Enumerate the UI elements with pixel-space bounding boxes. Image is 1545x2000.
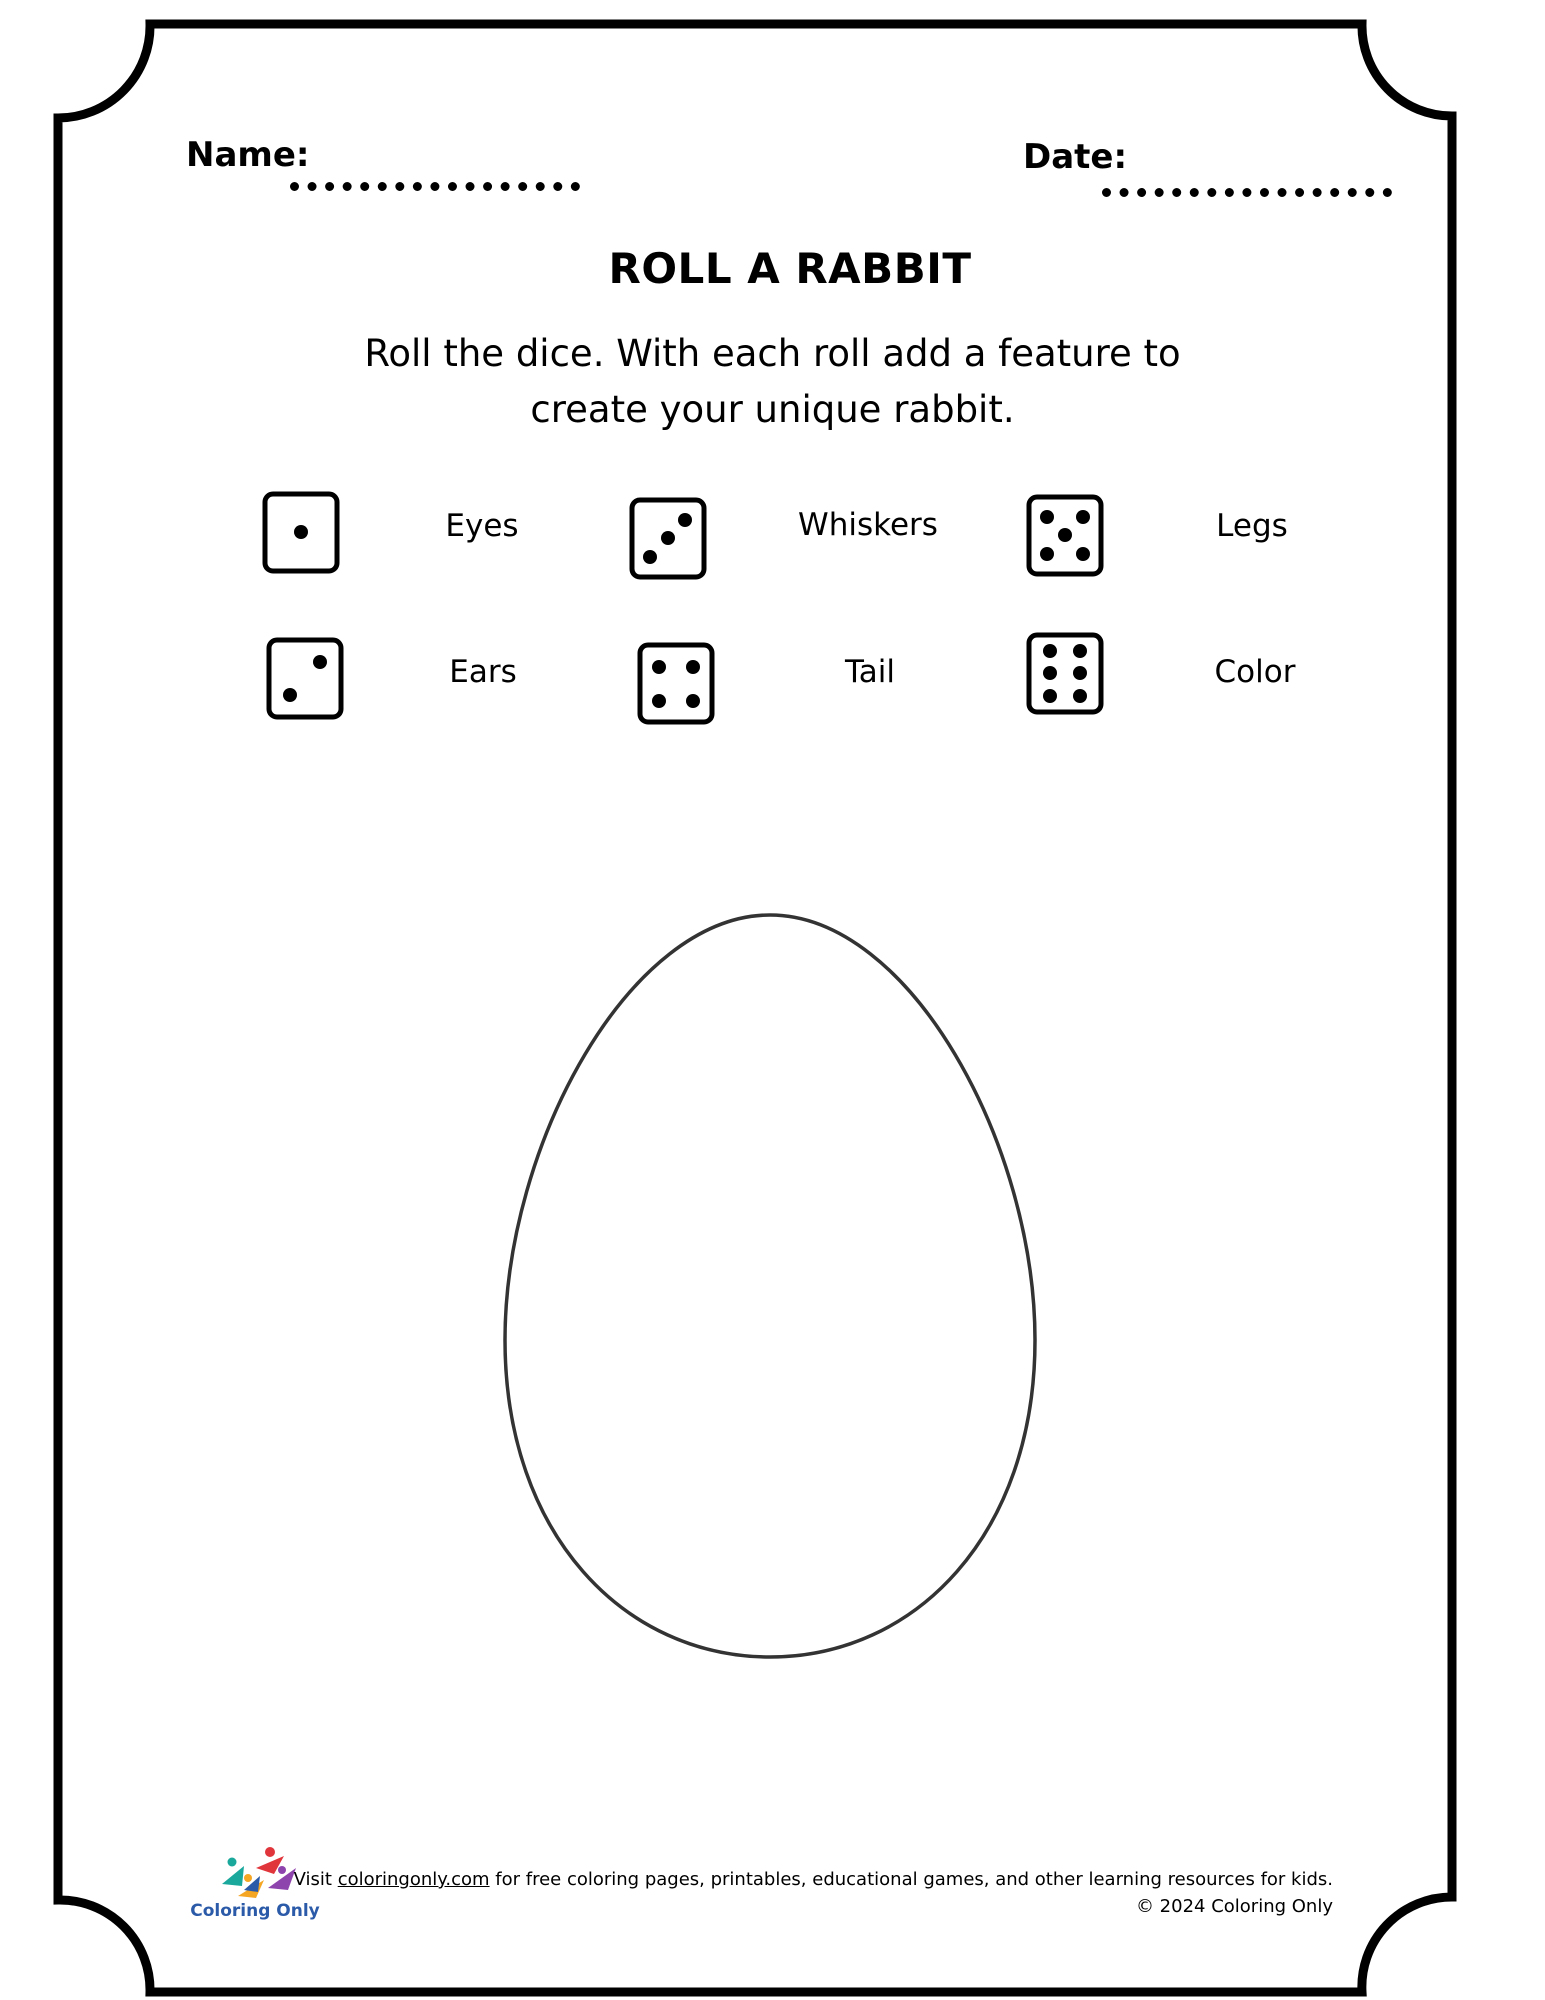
instructions: [0, 326, 1545, 438]
footer-visit-line: [294, 1866, 1333, 1893]
footer-visit-suffix: for free coloring pages, printables, educational games, and other learning resources for kids.: [489, 1869, 1333, 1890]
feature-label-legs: Legs: [1216, 508, 1288, 544]
die-three-icon: [628, 496, 708, 581]
feature-label-eyes: Eyes: [445, 508, 519, 544]
die-two-icon: [265, 636, 345, 721]
footer-copyright: © 2024 Coloring Only: [1135, 1896, 1333, 1917]
name-label: Name:: [186, 135, 310, 175]
logo-text: Coloring Only: [190, 1901, 320, 1921]
name-field-line[interactable]: [290, 182, 580, 191]
die-one-icon: [261, 490, 341, 575]
die-five-icon: [1025, 493, 1105, 578]
feature-label-color: Color: [1214, 654, 1296, 690]
footer: [294, 1866, 1333, 1920]
die-four-icon: [636, 641, 716, 726]
feature-label-whiskers: Whiskers: [798, 507, 938, 543]
feature-label-ears: Ears: [449, 654, 517, 690]
instructions-line-2: create your unique rabbit.: [530, 388, 1015, 431]
footer-site-link[interactable]: coloringonly.com: [337, 1869, 490, 1890]
egg-outline[interactable]: [495, 910, 1045, 1665]
feature-label-tail: Tail: [844, 654, 896, 690]
date-field-line[interactable]: [1102, 188, 1392, 197]
die-six-icon: [1025, 631, 1105, 716]
footer-visit-prefix: Visit: [293, 1869, 338, 1890]
page-title: ROLL A RABBIT: [608, 244, 972, 293]
date-label: Date:: [1023, 137, 1128, 177]
instructions-line-1: Roll the dice. With each roll add a feature to: [364, 332, 1181, 375]
